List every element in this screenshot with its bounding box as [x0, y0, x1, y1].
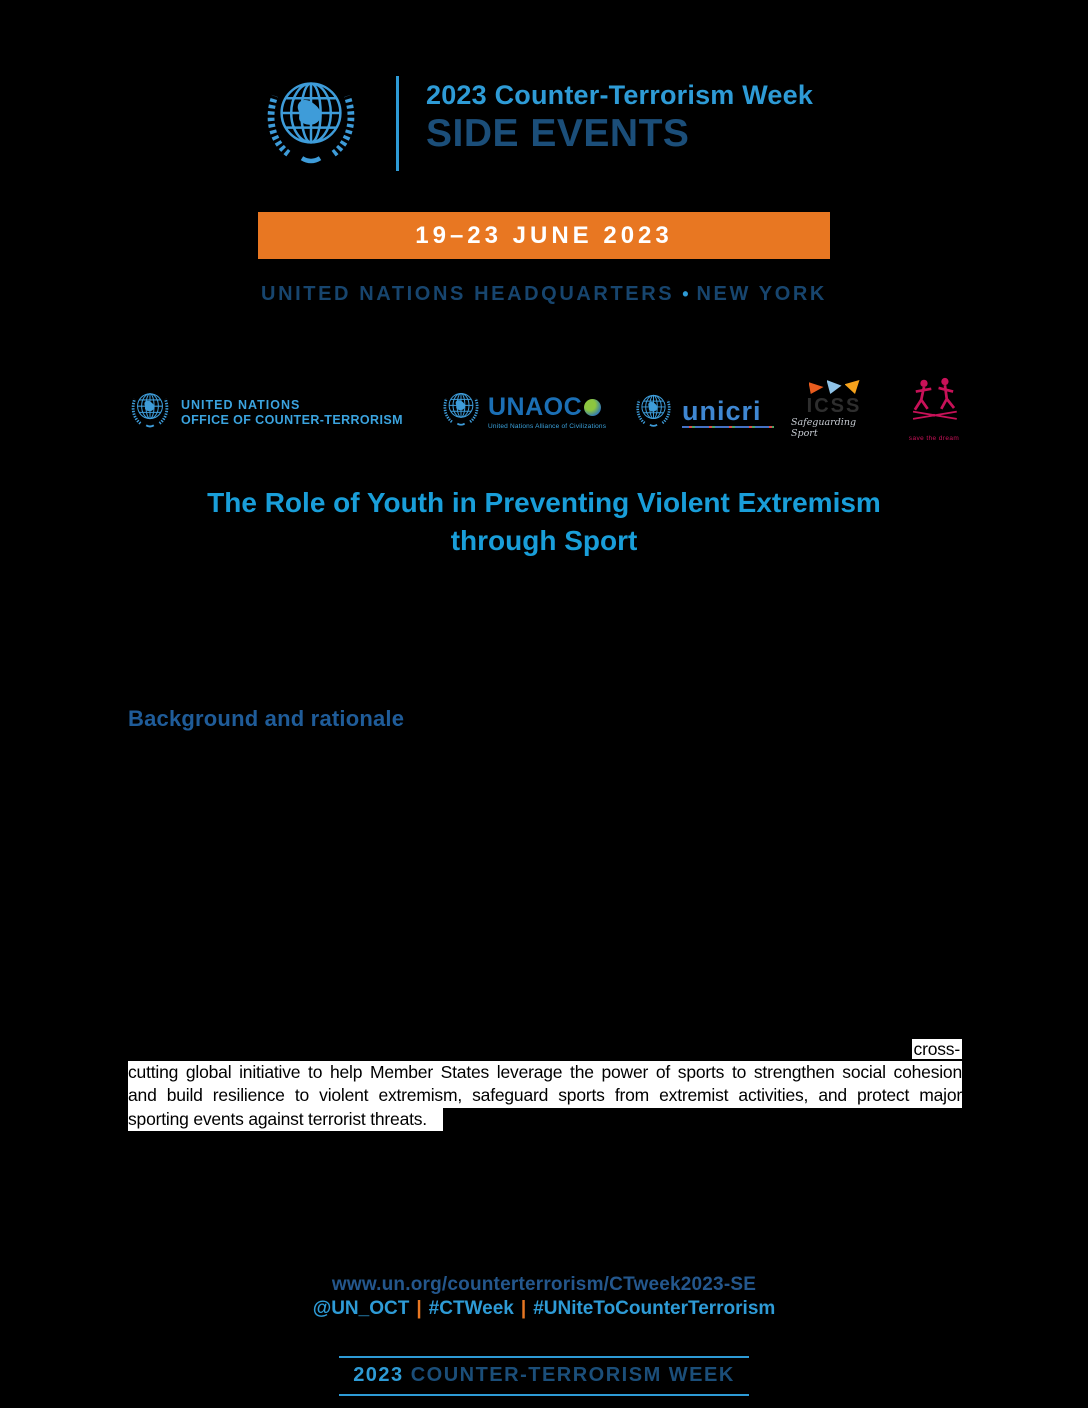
un-emblem-icon [438, 388, 484, 435]
footer-brand-text: COUNTER-TERRORISM WEEK [410, 1364, 735, 1386]
logo-icss-wordmark: ICSS [806, 395, 862, 417]
footer-social-line [0, 1298, 1088, 1320]
save-the-dream-figures-icon [902, 377, 966, 433]
logo-icss-tagline: Safeguarding Sport [791, 417, 857, 439]
hashtag-ctweek-link[interactable]: #CTWeek [428, 1298, 514, 1319]
footer-brand-year: 2023 [353, 1364, 404, 1386]
logo-unaoc-tagline: United Nations Alliance of Civilizations [488, 423, 607, 430]
event-title-line1: The Role of Youth in Preventing Violent Extremism [207, 487, 881, 518]
footer-url-link[interactable]: www.un.org/counterterrorism/CTweek2023-SE [331, 1274, 757, 1295]
un-emblem-icon [126, 388, 174, 437]
globe-icon [584, 399, 601, 416]
logo-unaoc [438, 388, 606, 435]
highlight-line-2: cutting global initiative to help Member States leverage the power of sports to strengthen social cohesion [128, 1061, 962, 1084]
twitter-handle-link[interactable]: @UN_OCT [312, 1298, 410, 1319]
logo-unaoc-wordmark: UNAOC [488, 393, 583, 421]
venue-headquarters: UNITED NATIONS HEADQUARTERS [261, 283, 675, 305]
icss-triangles-icon [809, 379, 860, 395]
logo-unoct-line1: UNITED NATIONS [181, 397, 301, 412]
date-banner: 19–23 JUNE 2023 [258, 212, 830, 259]
logo-save-the-dream [898, 377, 970, 442]
section-heading-background-rationale: Background and rationale [128, 706, 405, 731]
footer-brand [339, 1356, 749, 1396]
venue-line [0, 283, 1088, 306]
logo-save-the-dream-tagline: save the dream [908, 435, 960, 442]
logo-unicri [631, 390, 774, 436]
header-title-week: 2023 Counter-Terrorism Week [426, 80, 814, 110]
separator-pipe: | [520, 1298, 527, 1319]
logo-unoct-text [181, 398, 403, 428]
separator-pipe: | [416, 1298, 422, 1319]
highlight-line-3: and build resilience to violent extremism, safeguard sports from extremist activities, and protect major [128, 1084, 962, 1107]
logo-unicri-colorbar [682, 426, 774, 428]
logo-icss [791, 379, 877, 439]
footer-brand-wrap [0, 1356, 1088, 1396]
header-title-block [426, 80, 813, 156]
logo-unicri-text [682, 398, 774, 428]
un-emblem-icon [631, 390, 676, 436]
logo-unoct-line2: OFFICE OF COUNTER-TERRORISM [181, 412, 403, 427]
header-divider [396, 76, 399, 171]
highlight-line-1: cross- [913, 1039, 960, 1059]
event-title-line2: through Sport [450, 525, 638, 556]
logo-unicri-wordmark: unicri [682, 396, 762, 426]
bullet-icon: • [682, 284, 689, 304]
logo-unaoc-text [488, 393, 606, 430]
un-emblem-icon [251, 70, 371, 174]
event-title [0, 484, 1088, 560]
highlight-line-4: sporting events against terrorist threats. [128, 1108, 962, 1131]
header-title-side-events: SIDE EVENTS [426, 112, 690, 155]
venue-city: NEW YORK [696, 283, 827, 305]
logo-unoct [126, 388, 403, 437]
hashtag-unite-link[interactable]: #UNiteToCounterTerrorism [533, 1298, 776, 1319]
highlighted-paragraph [128, 1038, 962, 1131]
